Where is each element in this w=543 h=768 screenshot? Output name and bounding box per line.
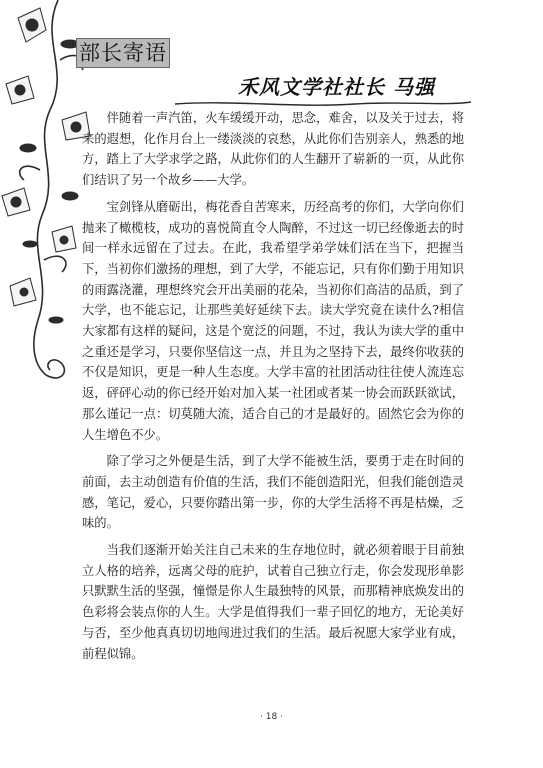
- article-body: [82, 108, 464, 670]
- paragraph: 宝剑锋从磨砺出，梅花香自苦寒来，历经高考的你们，大学向你们抛来了橄榄枝，成功的喜悦简直令人陶醉，不过这一切已经像逝去的时间一样永远留在了过去。在此，我希望学弟学妹们活在当下，把握当下，当初你们激扬的理想，到了大学，不能忘记，只有你们勤于用知识的雨露浇灌，理想终究会开出美丽的花朵，当初你们高洁的品质，到了大学，也不能忘记，让那些美好延续下去。读大学究竟在读什么?相信大家都有这样的疑问，这是个宽泛的问题，不过，我认为读大学的重中之重还是学习，只要你坚信这一点，并且为之坚持下去，最终你收获的不仅是知识，更是一种人生态度。大学丰富的社团活动往往使人流连忘返，砰砰心动的你已经开始对加入某一社团或者某一协会而跃跃欲试，那么谨记一点：切莫随大流，适合自己的才是最好的。固然它会为你的人生增色不少。: [82, 199, 464, 442]
- page-number: · 18 ·: [260, 712, 283, 722]
- section-label: 部长寄语: [76, 38, 170, 68]
- article-headline: 禾风文学社社长 马强: [238, 75, 435, 99]
- paragraph: 除了学习之外便是生活，到了大学不能被生活，要勇于走在时间的前面，去主动创造有价值的生活，我们不能创造阳光，但我们能创造灵感，笔记，爱心，只要你踏出第一步，你的大学生活将不再是枯燥，乏味的。: [82, 454, 464, 531]
- paragraph: 伴随着一声汽笛，火车缓缓开动，思念，难舍，以及关于过去，将来的遐想，化作月台上一缕淡淡的哀愁，从此你们告别亲人，熟悉的地方，踏上了大学求学之路，从此你们的人生翻开了崭新的一页，从此你们结识了另一个故乡——大学。: [82, 111, 464, 188]
- paragraph: 当我们逐渐开始关注自己未来的生存地位时，就必须着眼于目前独立人格的培养，远离父母的庇护，试着自己独立行走，你会发现形单影只默默生活的坚强，憧憬是你人生最独特的风景，而那精神底焕发出的色彩将会装点你的人生。大学是值得我们一辈子回忆的地方，无论美好与否，至少他真真切切地闯进过我们的生活。最后祝愿大家学业有成，前程似锦。: [82, 543, 464, 661]
